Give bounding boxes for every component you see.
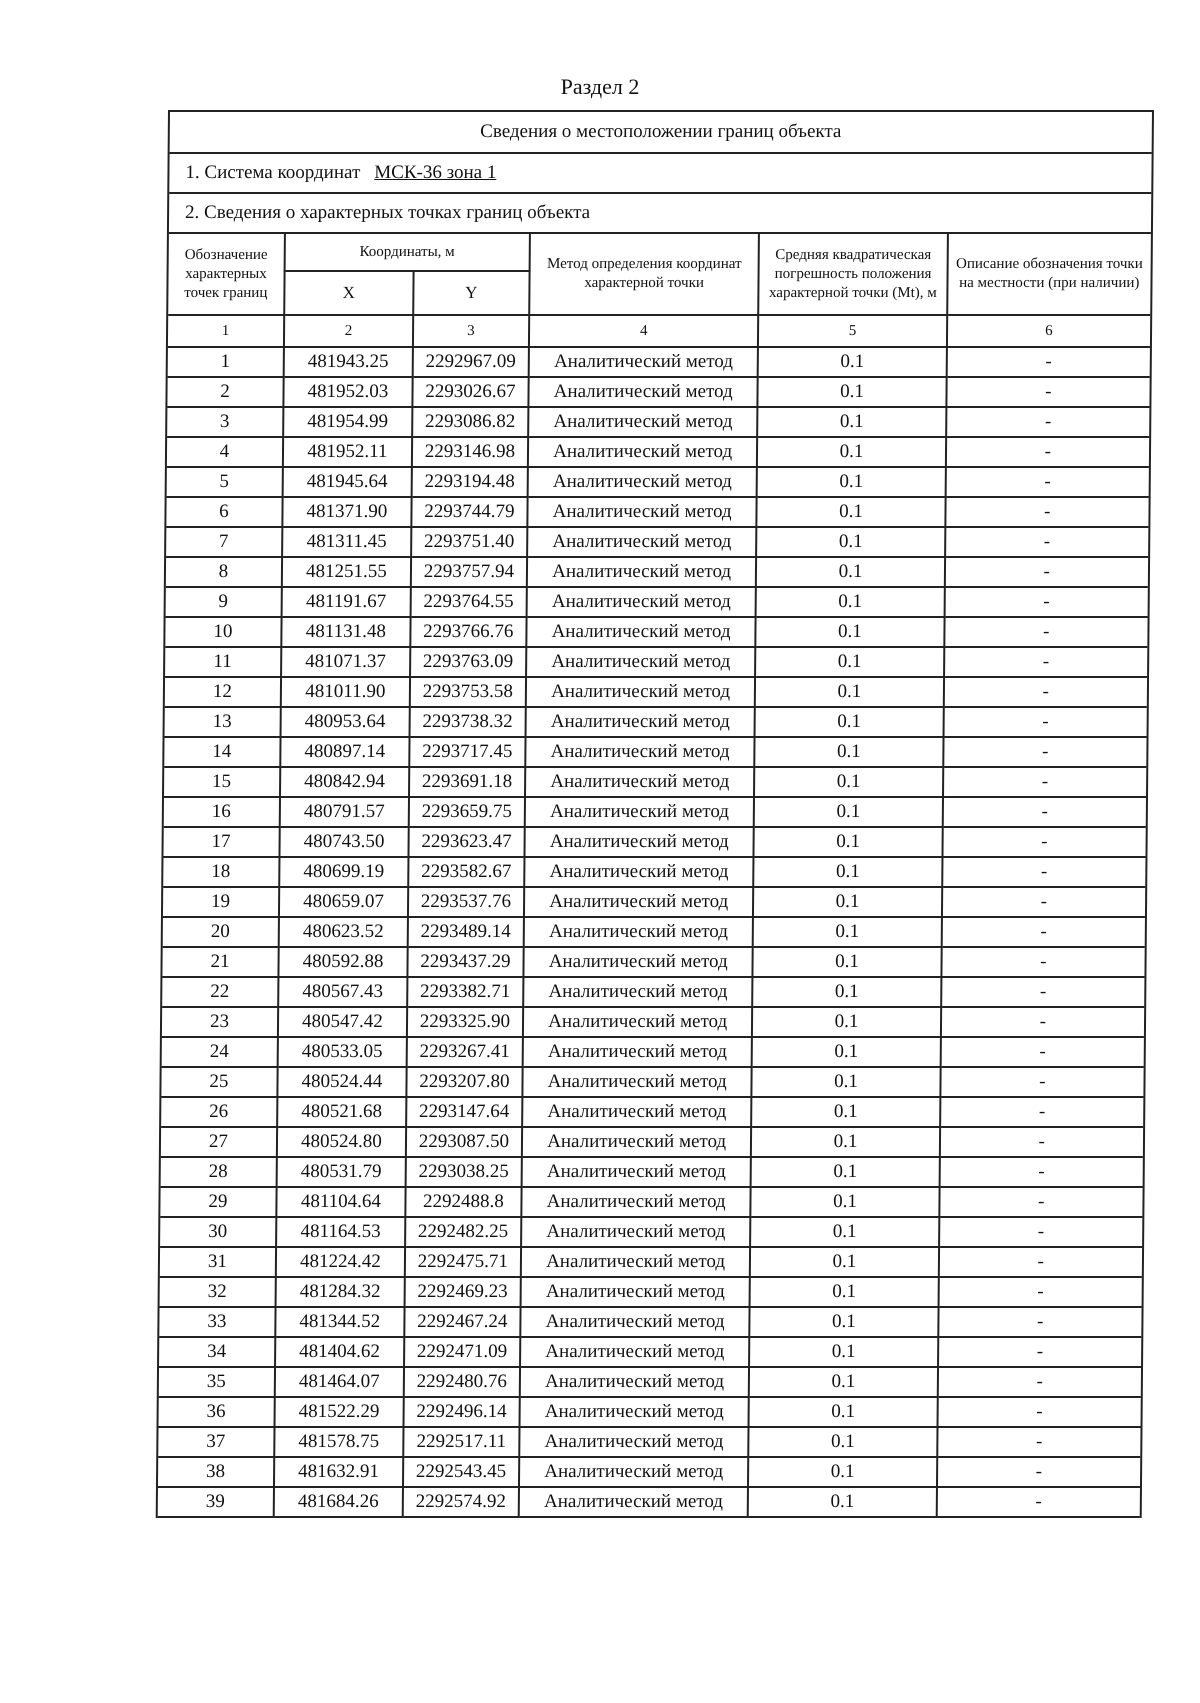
coordinate-x: 480842.94 <box>280 767 409 797</box>
method-cell: Аналитический метод <box>524 857 754 887</box>
coordinate-x: 481371.90 <box>282 497 411 527</box>
point-number: 21 <box>162 947 278 977</box>
method-cell: Аналитический метод <box>523 1007 753 1037</box>
method-cell: Аналитический метод <box>526 587 756 617</box>
column-numbers-row <box>168 315 1150 347</box>
method-cell: Аналитический метод <box>521 1187 751 1217</box>
table-row <box>159 1367 1141 1397</box>
coordinate-y: 2293764.55 <box>411 587 527 617</box>
coordinate-x: 481952.11 <box>283 437 412 467</box>
method-cell: Аналитический метод <box>521 1247 751 1277</box>
coordinate-y: 2292517.11 <box>403 1427 519 1457</box>
method-cell: Аналитический метод <box>521 1217 751 1247</box>
description-cell: - <box>944 617 1148 647</box>
point-number: 20 <box>163 917 279 947</box>
description-cell: - <box>943 737 1147 767</box>
description-cell: - <box>942 797 1146 827</box>
coordinate-y: 2293738.32 <box>409 707 525 737</box>
method-cell: Аналитический метод <box>524 827 754 857</box>
coordinate-x: 480533.05 <box>278 1037 407 1067</box>
coordinate-x: 480592.88 <box>278 947 407 977</box>
coordinate-y: 2292480.76 <box>404 1367 520 1397</box>
method-cell: Аналитический метод <box>522 1037 752 1067</box>
error-cell: 0.1 <box>749 1397 937 1427</box>
table-row <box>163 917 1145 947</box>
point-number: 18 <box>163 857 279 887</box>
method-cell: Аналитический метод <box>525 707 755 737</box>
point-number: 8 <box>166 557 282 587</box>
description-cell: - <box>945 437 1149 467</box>
point-number: 26 <box>161 1097 277 1127</box>
column-number: 6 <box>946 315 1150 347</box>
coordinate-system-row <box>169 154 1151 194</box>
description-cell: - <box>939 1127 1143 1157</box>
point-number: 4 <box>167 437 283 467</box>
description-cell: - <box>941 977 1145 1007</box>
coordinate-x: 481632.91 <box>274 1457 403 1487</box>
coordinate-y: 2292467.24 <box>404 1307 520 1337</box>
coordinate-y: 2293087.50 <box>406 1127 522 1157</box>
table-row <box>167 437 1149 467</box>
coordinate-y: 2293026.67 <box>412 377 528 407</box>
error-cell: 0.1 <box>748 1457 936 1487</box>
table-row <box>164 737 1146 767</box>
coordinate-x: 481191.67 <box>281 587 410 617</box>
point-number: 5 <box>167 467 283 497</box>
method-cell: Аналитический метод <box>522 1097 752 1127</box>
coordinate-x: 480623.52 <box>279 917 408 947</box>
error-cell: 0.1 <box>757 437 945 467</box>
column-number: 1 <box>168 315 284 347</box>
method-cell: Аналитический метод <box>525 797 755 827</box>
table-row <box>163 887 1145 917</box>
header-point-designation: Обозначение характерных точек границ <box>168 234 285 315</box>
description-cell: - <box>942 857 1146 887</box>
description-cell: - <box>943 707 1147 737</box>
method-cell: Аналитический метод <box>520 1337 750 1367</box>
coordinate-y: 2293763.09 <box>410 647 526 677</box>
error-cell: 0.1 <box>749 1427 937 1457</box>
description-cell: - <box>937 1367 1141 1397</box>
description-cell: - <box>946 407 1150 437</box>
error-cell: 0.1 <box>750 1337 938 1367</box>
header-y: Y <box>413 271 529 315</box>
error-cell: 0.1 <box>753 917 941 947</box>
description-cell: - <box>946 377 1150 407</box>
method-cell: Аналитический метод <box>526 647 756 677</box>
coordinate-x: 481071.37 <box>281 647 410 677</box>
description-cell: - <box>938 1307 1142 1337</box>
table-row <box>164 797 1146 827</box>
point-number: 10 <box>165 617 281 647</box>
description-cell: - <box>942 887 1146 917</box>
description-cell: - <box>937 1427 1141 1457</box>
header-x: X <box>284 271 413 315</box>
coordinate-system-label: 1. Система координат <box>185 162 361 183</box>
table-row <box>163 827 1145 857</box>
method-cell: Аналитический метод <box>521 1157 751 1187</box>
method-cell: Аналитический метод <box>524 917 754 947</box>
coordinate-x: 480567.43 <box>278 977 407 1007</box>
method-cell: Аналитический метод <box>523 977 753 1007</box>
table-row <box>164 767 1146 797</box>
coordinate-y: 2293382.71 <box>407 977 523 1007</box>
coordinate-y: 2293582.67 <box>408 857 524 887</box>
error-cell: 0.1 <box>754 767 942 797</box>
coordinate-y: 2293744.79 <box>411 497 527 527</box>
coordinate-x: 480521.68 <box>277 1097 406 1127</box>
point-number: 19 <box>163 887 279 917</box>
description-cell: - <box>937 1397 1141 1427</box>
point-number: 37 <box>158 1427 274 1457</box>
error-cell: 0.1 <box>753 887 941 917</box>
method-cell: Аналитический метод <box>529 347 759 377</box>
table-row <box>158 1487 1140 1517</box>
point-number: 25 <box>161 1067 277 1097</box>
method-cell: Аналитический метод <box>528 377 758 407</box>
coordinate-x: 481011.90 <box>281 677 410 707</box>
description-cell: - <box>939 1187 1143 1217</box>
points-section-title: 2. Сведения о характерных точках границ объекта <box>169 194 1151 234</box>
coordinate-system-value: МСК-36 зона 1 <box>374 162 497 183</box>
coordinate-y: 2293489.14 <box>408 917 524 947</box>
point-number: 38 <box>158 1457 274 1487</box>
coordinate-y: 2292488.8 <box>405 1187 521 1217</box>
table-row <box>160 1217 1142 1247</box>
error-cell: 0.1 <box>752 1037 940 1067</box>
point-number: 27 <box>161 1127 277 1157</box>
error-cell: 0.1 <box>752 1007 940 1037</box>
coordinate-y: 2293623.47 <box>408 827 524 857</box>
points-table-body <box>158 347 1150 1517</box>
table-row <box>165 617 1147 647</box>
point-number: 16 <box>164 797 280 827</box>
coordinate-y: 2293086.82 <box>412 407 528 437</box>
method-cell: Аналитический метод <box>519 1427 749 1457</box>
coordinate-y: 2293691.18 <box>409 767 525 797</box>
error-cell: 0.1 <box>752 1097 940 1127</box>
method-cell: Аналитический метод <box>519 1397 749 1427</box>
method-cell: Аналитический метод <box>525 737 755 767</box>
coordinate-x: 481684.26 <box>274 1487 403 1517</box>
table-row <box>158 1427 1140 1457</box>
description-cell: - <box>939 1217 1143 1247</box>
error-cell: 0.1 <box>758 347 946 377</box>
point-number: 7 <box>166 527 282 557</box>
description-cell: - <box>943 677 1147 707</box>
coordinate-y: 2293194.48 <box>412 467 528 497</box>
description-cell: - <box>943 767 1147 797</box>
description-cell: - <box>940 1037 1144 1067</box>
table-row <box>167 377 1149 407</box>
coordinate-x: 481104.64 <box>276 1187 405 1217</box>
column-number: 4 <box>529 315 759 347</box>
table-row <box>161 1067 1143 1097</box>
coordinate-y: 2292475.71 <box>405 1247 521 1277</box>
table-row <box>161 1157 1143 1187</box>
description-cell: - <box>944 587 1148 617</box>
method-cell: Аналитический метод <box>520 1277 750 1307</box>
description-cell: - <box>946 347 1150 377</box>
coordinate-y: 2293537.76 <box>408 887 524 917</box>
description-cell: - <box>941 917 1145 947</box>
description-cell: - <box>940 1097 1144 1127</box>
error-cell: 0.1 <box>755 737 943 767</box>
method-cell: Аналитический метод <box>522 1067 752 1097</box>
coordinate-y: 2293207.80 <box>406 1067 522 1097</box>
point-number: 13 <box>165 707 281 737</box>
coordinate-y: 2293753.58 <box>410 677 526 707</box>
method-cell: Аналитический метод <box>527 497 757 527</box>
description-cell: - <box>940 1067 1144 1097</box>
point-number: 39 <box>158 1487 274 1517</box>
column-number: 2 <box>284 315 413 347</box>
error-cell: 0.1 <box>751 1187 939 1217</box>
error-cell: 0.1 <box>755 707 943 737</box>
coordinate-x: 481251.55 <box>282 557 411 587</box>
table-row <box>165 707 1147 737</box>
error-cell: 0.1 <box>756 617 944 647</box>
coordinate-x: 480547.42 <box>278 1007 407 1037</box>
coordinate-y: 2292496.14 <box>403 1397 519 1427</box>
header-coordinates: Координаты, м <box>285 234 530 271</box>
coordinate-y: 2292543.45 <box>403 1457 519 1487</box>
method-cell: Аналитический метод <box>519 1487 749 1517</box>
section-title: Раздел 2 <box>560 74 640 99</box>
table-row <box>162 1007 1144 1037</box>
error-cell: 0.1 <box>754 827 942 857</box>
point-number: 33 <box>159 1307 275 1337</box>
point-number: 11 <box>165 647 281 677</box>
error-cell: 0.1 <box>751 1127 939 1157</box>
method-cell: Аналитический метод <box>520 1307 750 1337</box>
coordinate-y: 2293659.75 <box>409 797 525 827</box>
method-cell: Аналитический метод <box>520 1367 750 1397</box>
table-row <box>161 1097 1143 1127</box>
column-number: 5 <box>758 315 946 347</box>
table-row <box>167 407 1149 437</box>
coordinate-x: 480953.64 <box>280 707 409 737</box>
point-number: 31 <box>160 1247 276 1277</box>
point-number: 17 <box>163 827 279 857</box>
table-row <box>161 1127 1143 1157</box>
point-number: 30 <box>160 1217 276 1247</box>
block-title: Сведения о местоположении границ объекта <box>170 112 1152 154</box>
coordinate-y: 2293146.98 <box>412 437 528 467</box>
coordinate-x: 480699.19 <box>279 857 408 887</box>
coordinate-x: 480659.07 <box>279 887 408 917</box>
description-cell: - <box>941 947 1145 977</box>
method-cell: Аналитический метод <box>525 767 755 797</box>
error-cell: 0.1 <box>756 557 944 587</box>
coordinate-y: 2293717.45 <box>409 737 525 767</box>
error-cell: 0.1 <box>753 977 941 1007</box>
table-row <box>158 1457 1140 1487</box>
description-cell: - <box>944 557 1148 587</box>
coordinate-y: 2292967.09 <box>413 347 529 377</box>
header-description: Описание обозначения точки на местности (при наличии) <box>947 234 1151 315</box>
table-row <box>168 347 1150 377</box>
point-number: 1 <box>168 347 284 377</box>
point-number: 12 <box>165 677 281 707</box>
coordinate-x: 481404.62 <box>275 1337 404 1367</box>
description-cell: - <box>937 1457 1141 1487</box>
coordinate-y: 2293267.41 <box>407 1037 523 1067</box>
point-number: 9 <box>166 587 282 617</box>
point-number: 28 <box>161 1157 277 1187</box>
coordinate-x: 481464.07 <box>275 1367 404 1397</box>
coordinate-y: 2293766.76 <box>410 617 526 647</box>
method-cell: Аналитический метод <box>523 947 753 977</box>
table-row <box>159 1337 1141 1367</box>
table-row <box>166 497 1148 527</box>
coordinate-x: 481522.29 <box>274 1397 403 1427</box>
point-number: 14 <box>164 737 280 767</box>
method-cell: Аналитический метод <box>527 527 757 557</box>
coordinate-x: 481943.25 <box>284 347 413 377</box>
description-cell: - <box>942 827 1146 857</box>
error-cell: 0.1 <box>752 1067 940 1097</box>
point-number: 29 <box>160 1187 276 1217</box>
error-cell: 0.1 <box>756 587 944 617</box>
table-row <box>166 527 1148 557</box>
method-cell: Аналитический метод <box>526 617 756 647</box>
coordinate-x: 481284.32 <box>275 1277 404 1307</box>
error-cell: 0.1 <box>757 467 945 497</box>
description-cell: - <box>939 1157 1143 1187</box>
error-cell: 0.1 <box>751 1157 939 1187</box>
coordinate-x: 481945.64 <box>283 467 412 497</box>
point-number: 15 <box>164 767 280 797</box>
table-row <box>162 1037 1144 1067</box>
coordinate-x: 480524.80 <box>277 1127 406 1157</box>
description-cell: - <box>938 1277 1142 1307</box>
coordinate-y: 2292482.25 <box>405 1217 521 1247</box>
coordinate-y: 2292471.09 <box>404 1337 520 1367</box>
coordinate-x: 481224.42 <box>276 1247 405 1277</box>
coordinate-x: 480743.50 <box>279 827 408 857</box>
table-row <box>162 977 1144 1007</box>
coordinate-y: 2293437.29 <box>407 947 523 977</box>
method-cell: Аналитический метод <box>519 1457 749 1487</box>
table-row <box>159 1397 1141 1427</box>
method-cell: Аналитический метод <box>522 1127 752 1157</box>
table-row <box>165 677 1147 707</box>
point-number: 32 <box>160 1277 276 1307</box>
method-cell: Аналитический метод <box>527 467 757 497</box>
coordinate-x: 480531.79 <box>277 1157 406 1187</box>
point-number: 2 <box>167 377 283 407</box>
description-cell: - <box>945 527 1149 557</box>
point-number: 22 <box>162 977 278 1007</box>
error-cell: 0.1 <box>758 407 946 437</box>
point-number: 24 <box>162 1037 278 1067</box>
point-number: 34 <box>159 1337 275 1367</box>
table-row <box>166 557 1148 587</box>
coordinate-x: 481954.99 <box>283 407 412 437</box>
point-number: 6 <box>166 497 282 527</box>
error-cell: 0.1 <box>757 527 945 557</box>
method-cell: Аналитический метод <box>527 557 757 587</box>
error-cell: 0.1 <box>758 377 946 407</box>
table-row <box>165 647 1147 677</box>
point-number: 3 <box>167 407 283 437</box>
boundary-info-block <box>156 110 1154 1518</box>
coordinate-x: 481344.52 <box>275 1307 404 1337</box>
description-cell: - <box>945 497 1149 527</box>
coordinate-y: 2292469.23 <box>404 1277 520 1307</box>
coordinate-x: 480791.57 <box>280 797 409 827</box>
coordinate-y: 2293751.40 <box>411 527 527 557</box>
table-row <box>160 1187 1142 1217</box>
table-row <box>159 1307 1141 1337</box>
coordinate-y: 2293757.94 <box>411 557 527 587</box>
header-error: Средняя квадратическая погрешность положения характерной точки (Mt), м <box>759 234 948 315</box>
points-table <box>158 234 1151 1518</box>
error-cell: 0.1 <box>753 947 941 977</box>
error-cell: 0.1 <box>754 857 942 887</box>
table-row <box>160 1247 1142 1277</box>
coordinate-x: 480897.14 <box>280 737 409 767</box>
table-row <box>162 947 1144 977</box>
error-cell: 0.1 <box>754 797 942 827</box>
table-row <box>166 587 1148 617</box>
coordinate-y: 2293325.90 <box>407 1007 523 1037</box>
coordinate-x: 481311.45 <box>282 527 411 557</box>
coordinate-x: 481952.03 <box>283 377 412 407</box>
coordinate-y: 2293147.64 <box>406 1097 522 1127</box>
coordinate-x: 480524.44 <box>277 1067 406 1097</box>
point-number: 23 <box>162 1007 278 1037</box>
error-cell: 0.1 <box>757 497 945 527</box>
error-cell: 0.1 <box>755 677 943 707</box>
column-number: 3 <box>413 315 529 347</box>
header-method: Метод определения координат характерной точки <box>529 234 759 315</box>
table-row <box>160 1277 1142 1307</box>
error-cell: 0.1 <box>751 1217 939 1247</box>
error-cell: 0.1 <box>750 1307 938 1337</box>
error-cell: 0.1 <box>749 1367 937 1397</box>
description-cell: - <box>938 1247 1142 1277</box>
coordinate-x: 481131.48 <box>281 617 410 647</box>
coordinate-y: 2292574.92 <box>403 1487 519 1517</box>
description-cell: - <box>944 647 1148 677</box>
table-row <box>167 467 1149 497</box>
error-cell: 0.1 <box>756 647 944 677</box>
method-cell: Аналитический метод <box>528 437 758 467</box>
point-number: 36 <box>159 1397 275 1427</box>
error-cell: 0.1 <box>750 1247 938 1277</box>
method-cell: Аналитический метод <box>524 887 754 917</box>
point-number: 35 <box>159 1367 275 1397</box>
coordinate-x: 481164.53 <box>276 1217 405 1247</box>
coordinate-y: 2293038.25 <box>406 1157 522 1187</box>
description-cell: - <box>940 1007 1144 1037</box>
error-cell: 0.1 <box>750 1277 938 1307</box>
description-cell: - <box>936 1487 1140 1517</box>
method-cell: Аналитический метод <box>526 677 756 707</box>
error-cell: 0.1 <box>748 1487 936 1517</box>
method-cell: Аналитический метод <box>528 407 758 437</box>
description-cell: - <box>945 467 1149 497</box>
coordinate-x: 481578.75 <box>274 1427 403 1457</box>
description-cell: - <box>938 1337 1142 1367</box>
table-row <box>163 857 1145 887</box>
